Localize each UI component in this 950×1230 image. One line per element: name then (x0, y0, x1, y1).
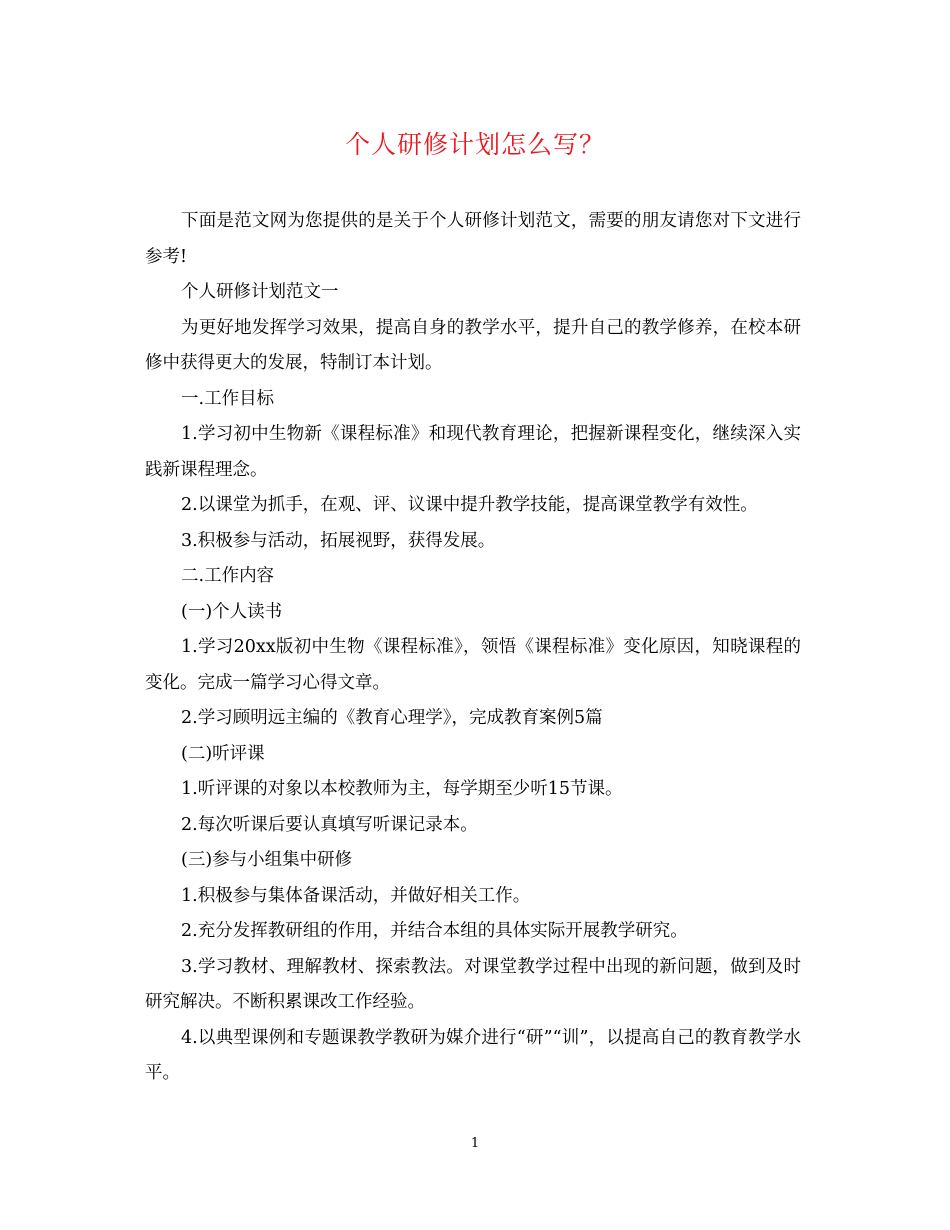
document-body (145, 204, 801, 1092)
list-item: 1.学习初中生物新《课程标准》和现代教育理论，把握新课程变化，继续深入实践新课程理念。 (145, 424, 801, 480)
paragraph: 下面是范文网为您提供的是关于个人研修计划范文，需要的朋友请您对下文进行参考! (145, 211, 801, 267)
subsection-heading: (二)听评课 (181, 743, 265, 764)
paragraph: 为更好地发挥学习效果，提高自身的教学水平，提升自己的教学修养，在校本研修中获得更大的发展，特制订本计划。 (145, 317, 801, 373)
list-item: 2.每次听课后要认真填写听课记录本。 (181, 814, 478, 835)
section-heading: 二.工作内容 (181, 566, 275, 586)
list-item: 2.以课堂为抓手，在观、评、议课中提升教学技能，提高课堂教学有效性。 (181, 495, 758, 515)
list-item: 4.以典型课例和专题课教学教研为媒介进行“研”“训”，以提高自己的教育教学水平。 (145, 1027, 801, 1083)
list-item: 3.积极参与活动，拓展视野，获得发展。 (181, 530, 496, 551)
list-item: 3.学习教材、理解教材、探索教法。对课堂教学过程中出现的新问题，做到及时研究解决。不断积累课改工作经验。 (145, 956, 801, 1012)
section-heading: 一.工作目标 (181, 388, 275, 409)
document-title: 个人研修计划怎么写？ (344, 130, 605, 159)
list-item: 2.学习顾明远主编的《教育心理学》，完成教育案例5篇 (181, 708, 603, 728)
list-item: 1.学习20xx版初中生物《课程标准》，领悟《课程标准》变化原因，知晓课程的变化。完成一篇学习心得文章。 (145, 637, 801, 693)
list-item: 2.充分发挥教研组的作用，并结合本组的具体实际开展教学研究。 (181, 921, 688, 941)
subsection-heading: (一)个人读书 (181, 601, 283, 622)
subsection-heading: (三)参与小组集中研修 (181, 850, 353, 870)
list-item: 1.听评课的对象以本校教师为主，每学期至少听15节课。 (181, 779, 623, 799)
page-number: 1 (470, 1136, 480, 1151)
list-item: 1.积极参与集体备课活动，并做好相关工作。 (181, 885, 531, 906)
section-heading: 个人研修计划范文一 (181, 282, 339, 302)
